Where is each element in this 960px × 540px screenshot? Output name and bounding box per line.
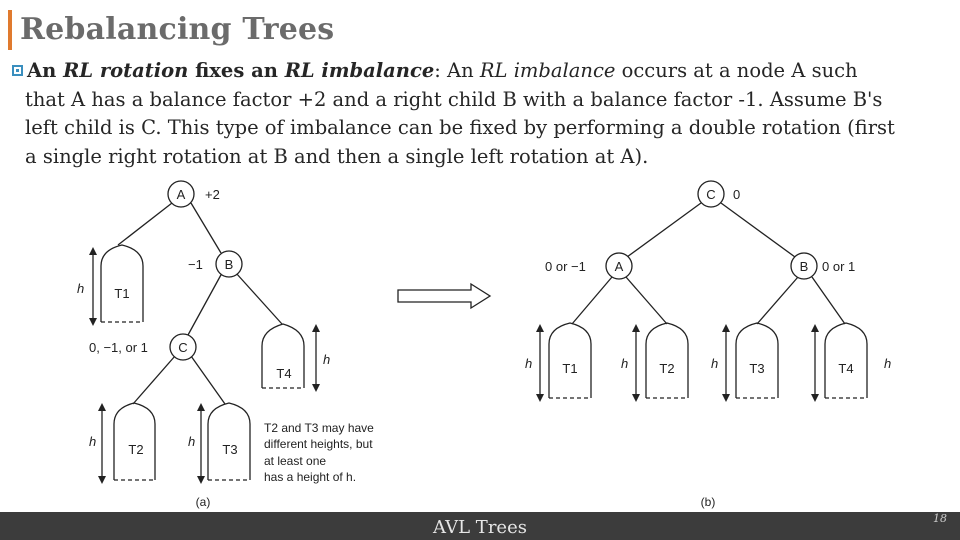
edge-b-t3 — [757, 277, 798, 324]
edge-b-c — [188, 273, 222, 335]
tree-before-labels — [77, 187, 374, 509]
subtree-t3-label: T3 — [749, 361, 765, 376]
edge-a-t1 — [118, 203, 172, 245]
intro-colon: : An — [434, 59, 480, 82]
edge-a-t2 — [626, 277, 667, 324]
height-label-t4: h — [323, 352, 331, 367]
note-line-2: different heights, but — [264, 437, 373, 451]
node-c-label: C — [178, 340, 188, 355]
node-b-label: B — [799, 259, 809, 274]
node-c-label: C — [706, 187, 716, 202]
subtree-t2-label: T2 — [659, 361, 675, 376]
node-c-balance: 0, −1, or 1 — [89, 340, 148, 355]
node-c-balance: 0 — [733, 187, 741, 202]
height-label-t1: h — [77, 281, 85, 296]
edge-c-a — [627, 203, 701, 257]
edge-a-b — [191, 203, 221, 253]
height-label-t3: h — [188, 434, 196, 449]
edge-b-t4 — [812, 277, 845, 324]
tree-after-rotation — [540, 181, 867, 398]
subtree-t3-label: T3 — [222, 442, 238, 457]
intro-rest: occurs at a node A such — [615, 59, 858, 82]
intro-bold-2: fixes an — [188, 59, 285, 82]
tree-after-labels — [525, 187, 891, 509]
slide-footer — [0, 512, 960, 540]
footer-title: AVL Trees — [433, 517, 527, 538]
node-a-balance: +2 — [205, 187, 220, 202]
node-b-label: B — [224, 257, 234, 272]
edge-a-t1 — [572, 277, 612, 324]
rl-rotation-term: RL rotation — [63, 59, 189, 82]
node-b-balance: −1 — [188, 257, 203, 272]
subtree-t1-shape — [101, 245, 143, 322]
transform-arrow — [398, 284, 490, 308]
node-a-label: A — [614, 259, 624, 274]
subtree-t4-label: T4 — [276, 366, 292, 381]
subtree-t1-label: T1 — [114, 286, 130, 301]
node-b-balance: 0 or 1 — [822, 259, 856, 274]
node-a-balance: 0 or −1 — [545, 259, 586, 274]
rl-imbalance-italic: RL imbalance — [479, 59, 616, 82]
height-label-t1: h — [525, 356, 533, 371]
subtree-t2-label: T2 — [128, 442, 144, 457]
body-line-4: a single right rotation at B and then a single left rotation at A). — [25, 145, 649, 169]
edge-c-b — [721, 203, 795, 257]
note-line-3: at least one — [264, 454, 327, 468]
caption-a: (a) — [195, 495, 211, 509]
page-number: 18 — [933, 512, 947, 525]
height-label-t3: h — [711, 356, 719, 371]
tree-before-rotation — [93, 181, 316, 480]
note-line-1: T2 and T3 may have — [264, 421, 374, 435]
edge-c-t2 — [133, 356, 175, 404]
node-a-label: A — [176, 187, 186, 202]
body-line-2: that A has a balance factor +2 and a right child B with a balance factor -1. Assume B's — [25, 87, 883, 111]
slide-title: Rebalancing Trees — [20, 12, 335, 47]
height-label-t2: h — [89, 434, 97, 449]
height-label-t2: h — [621, 356, 629, 371]
body-line-3: left child is C. This type of imbalance can be fixed by performing a double rotation (first — [25, 116, 895, 140]
subtree-t4-label: T4 — [838, 361, 854, 376]
caption-b: (b) — [700, 495, 716, 509]
edge-c-t3 — [191, 356, 225, 404]
edge-b-t4 — [236, 273, 282, 324]
subtree-t1-label: T1 — [562, 361, 578, 376]
intro-bold-1: An — [27, 59, 64, 82]
rl-imbalance-term: RL imbalance — [284, 59, 435, 82]
note-line-4: has a height of h. — [264, 470, 357, 484]
height-label-t4: h — [884, 356, 892, 371]
